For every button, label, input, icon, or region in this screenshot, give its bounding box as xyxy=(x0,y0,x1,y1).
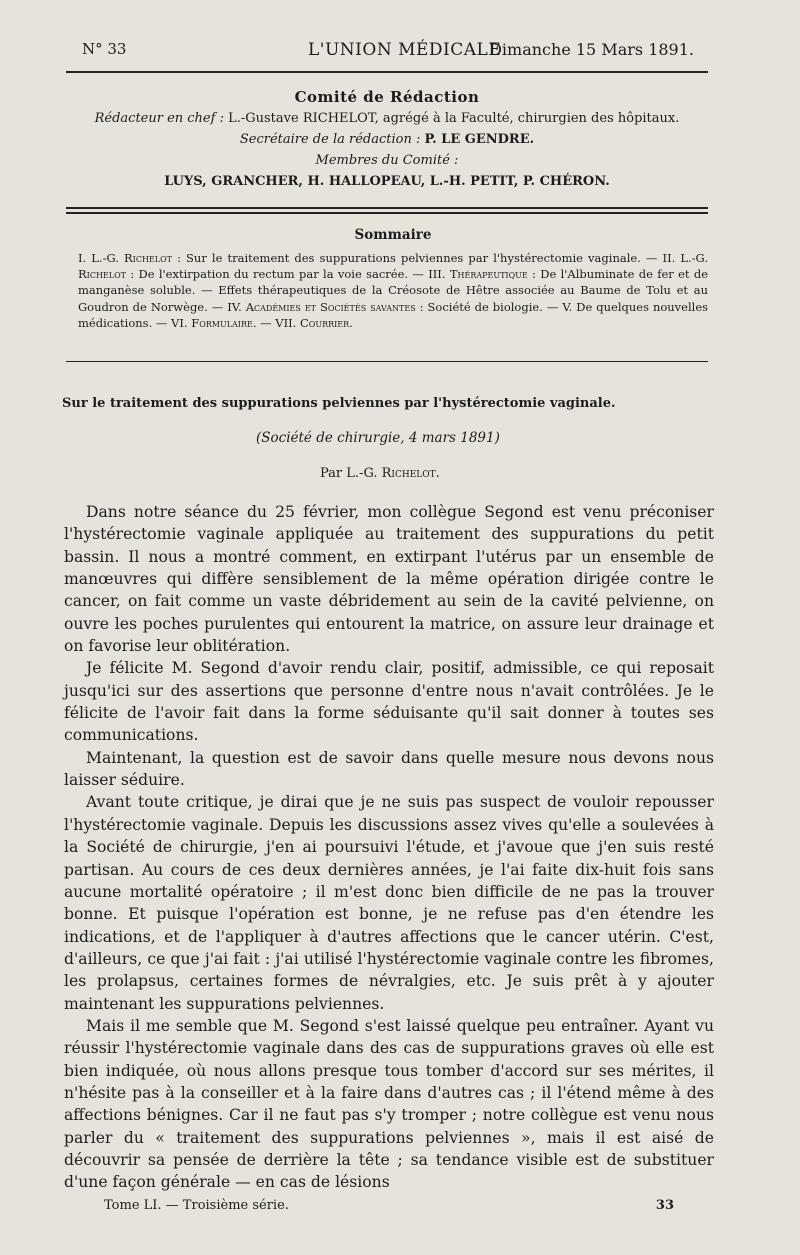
summary-item-7-number: VII. xyxy=(275,315,297,330)
article-body xyxy=(64,501,714,1194)
header-rule xyxy=(66,71,708,73)
summary-item-4-text: : Société de biologie. — xyxy=(419,299,559,314)
table-of-contents xyxy=(78,224,708,331)
running-head xyxy=(82,40,694,66)
summary-rule xyxy=(66,361,708,362)
article-paragraph: Je félicite M. Segond d'avoir rendu clair, positif, admissible, ce qui reposait jusqu'ici sur des assertions que personne d'entre nous n'avait contrôlées. Je le félicite de l'avoir fait dans la forme séduisante qu'il sait donner à toutes ses communications. xyxy=(64,659,714,745)
secretary-line xyxy=(66,129,708,150)
summary-item-1-number: I. xyxy=(78,251,87,265)
summary-item-3-number: III. xyxy=(428,267,446,282)
secretary-name: P. LE GENDRE. xyxy=(424,132,535,147)
article-title: Sur le traitement des suppurations pelviennes par l'hystérectomie vaginale. xyxy=(62,396,616,411)
editor-line xyxy=(66,108,708,129)
summary-item-6-number: VI. xyxy=(171,315,188,330)
summary-item-2-number: II. xyxy=(662,251,676,265)
summary-item-3-text: : De l'Albuminate de fer et de manganèse soluble. — Effets thérapeutiques de la Créosote de Hêtre associée au Baume de Tolu et au Goudron de Norwège. — xyxy=(78,267,709,314)
summary-item-2-author: L.-G. Richelot xyxy=(78,251,708,282)
summary-item-7-section: Courrier. xyxy=(300,315,353,330)
summary-item-3-section: Thérapeutique xyxy=(449,267,528,282)
summary-item-5-number: V. xyxy=(562,299,573,314)
article-byline xyxy=(320,466,440,481)
article-society: (Société de chirurgie, 4 mars 1891) xyxy=(256,430,500,446)
byline-author: L.-G. Richelot. xyxy=(346,466,440,481)
committee-rule-2 xyxy=(66,212,708,214)
volume-info: Tome LI. — Troisième série. xyxy=(104,1198,289,1213)
article-paragraph: Mais il me semble que M. Segond s'est laissé quelque peu entraîner. Ayant vu réussir l'hystérectomie vaginale dans des cas de suppurations graves où elle est bien indiquée, où nous allons presque tous tomber d'accord sur ses mérites, il n'hésite pas à la conseiller et à la faire dans d'autres cas ; il l'étend même à des affections bénignes. Car il ne faut pas s'y tromper ; notre collègue est venu nous parler du « traitement des suppurations pelviennes », mais il est aisé de découvrir sa pensée de derrière la tête ; sa tendance visible est de substituer d'une façon générale — en cas de lésions xyxy=(64,1016,714,1192)
issue-date: Dimanche 15 Mars 1891. xyxy=(489,40,694,59)
issue-number: N° 33 xyxy=(82,40,127,58)
page-footer xyxy=(104,1198,674,1218)
summary-text xyxy=(78,250,708,331)
committee-title: Comité de Rédaction xyxy=(294,88,480,106)
summary-item-4-number: IV. xyxy=(227,299,242,314)
summary-item-7-dash: — xyxy=(260,315,272,330)
page-number: 33 xyxy=(655,1198,674,1213)
summary-item-6-section: Formulaire. xyxy=(191,315,257,330)
members-label: Membres du Comité : xyxy=(315,153,459,168)
summary-item-2-text: : De l'extirpation du rectum par la voie sacrée. — xyxy=(130,267,424,282)
article-paragraph: Dans notre séance du 25 février, mon collègue Segond est venu préconiser l'hystérectomie vaginale appliquée au traitement des suppurations du petit bassin. Il nous a montré comment, en extirpant l'utérus par un ensemble de manœuvres qui diffère sensiblement de la même opération dirigée contre le cancer, on fait comme un vaste débridement au sein de la cavité pelvienne, on ouvre les poches purulentes qui entourent la matrice, on assure leur drainage et on favorise leur oblitération. xyxy=(64,503,714,656)
journal-title: L'UNION MÉDICALE xyxy=(308,40,502,60)
members-names: LUYS, GRANCHER, H. HALLOPEAU, L.-H. PETIT, P. CHÉRON. xyxy=(164,174,610,189)
editor-text: L.-Gustave RICHELOT, agrégé à la Faculté, chirurgien des hôpitaux. xyxy=(228,111,680,126)
summary-item-4-section: Académies et Sociétés savantes xyxy=(245,299,416,314)
committee-rule-1 xyxy=(66,207,708,209)
summary-item-1-text: : Sur le traitement des suppurations pelviennes par l'hystérectomie vaginale. — xyxy=(177,251,658,265)
editor-label: Rédacteur en chef : xyxy=(94,111,224,126)
editorial-committee xyxy=(66,86,708,192)
article-paragraph: Maintenant, la question est de savoir dans quelle mesure nous devons nous laisser séduire. xyxy=(64,748,714,790)
article-paragraph: Avant toute critique, je dirai que je ne suis pas suspect de vouloir repousser l'hystérectomie vaginale. Depuis les discussions assez vives qu'elle a soulevées à la Société de chirurgie, j'en ai poursuivi l'étude, et j'avoue que j'en suis resté partisan. Au cours de ces deux dernières années, je l'ai faite dix-huit fois sans aucune mortalité opératoire ; il m'est donc bien difficile de ne pas la trouver bonne. Et puisque l'opération est bonne, je ne refuse pas d'en étendre les indications, et de l'appliquer à d'autres affections que le cancer utérin. C'est, d'ailleurs, ce que j'ai fait : j'ai utilisé l'hystérectomie vaginale contre les fibromes, les prolapsus, certaines formes de névralgies, etc. Je suis prêt à y ajouter maintenant les suppurations pelviennes. xyxy=(64,793,714,1013)
summary-title: Sommaire xyxy=(354,227,432,243)
summary-item-5-text: De quelques nouvelles médications. — xyxy=(78,299,709,330)
secretary-label: Secrétaire de la rédaction : xyxy=(239,132,421,147)
summary-item-1-author: L.-G. Richelot xyxy=(91,251,172,265)
byline-prefix: Par xyxy=(320,466,343,481)
